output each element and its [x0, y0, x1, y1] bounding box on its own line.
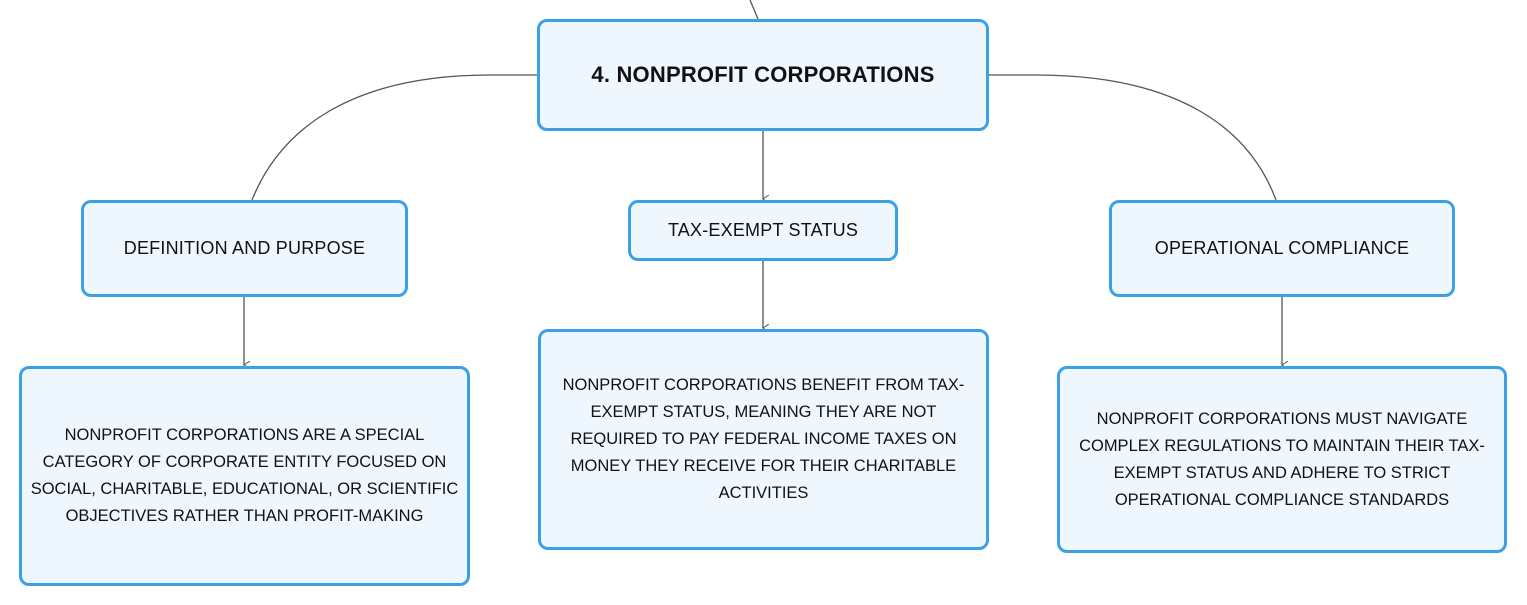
- detail-text: NONPROFIT CORPORATIONS BENEFIT FROM TAX-EXEMPT STATUS, MEANING THEY ARE NOT REQUIRED TO PAY FEDERAL INCOME TAXES ON MONEY THEY RECEIVE FOR THEIR CHARITABLE ACTIVITIES: [562, 376, 965, 502]
- topic-node-operational-compliance[interactable]: [1109, 200, 1455, 297]
- topic-label: OPERATIONAL COMPLIANCE: [1154, 238, 1410, 258]
- topic-node-tax-exempt-status[interactable]: [628, 200, 898, 261]
- root-node[interactable]: [537, 19, 989, 131]
- detail-node-tax-exempt-status[interactable]: [538, 329, 989, 550]
- detail-text: NONPROFIT CORPORATIONS ARE A SPECIAL CATEGORY OF CORPORATE ENTITY FOCUSED ON SOCIAL, CHARITABLE, EDUCATIONAL, OR SCIENTIFIC OBJECTIVES RATHER THAN PROFIT-MAKING: [30, 426, 459, 525]
- topic-label: TAX-EXEMPT STATUS: [667, 220, 859, 240]
- root-node-label: 4. NONPROFIT CORPORATIONS: [591, 62, 935, 87]
- parent-connector: [750, 0, 758, 19]
- detail-node-operational-compliance[interactable]: [1057, 366, 1507, 553]
- detail-text: NONPROFIT CORPORATIONS MUST NAVIGATE COMPLEX REGULATIONS TO MAINTAIN THEIR TAX-EXEMPT STATUS AND ADHERE TO STRICT OPERATIONAL COMPLIANCE STANDARDS: [1079, 409, 1485, 509]
- topic-node-definition-and-purpose[interactable]: [81, 200, 408, 297]
- connector-root-to-definition: [252, 75, 537, 200]
- connector-root-to-compliance: [989, 75, 1276, 200]
- detail-node-definition-and-purpose[interactable]: [19, 366, 470, 586]
- topic-label: DEFINITION AND PURPOSE: [123, 238, 366, 258]
